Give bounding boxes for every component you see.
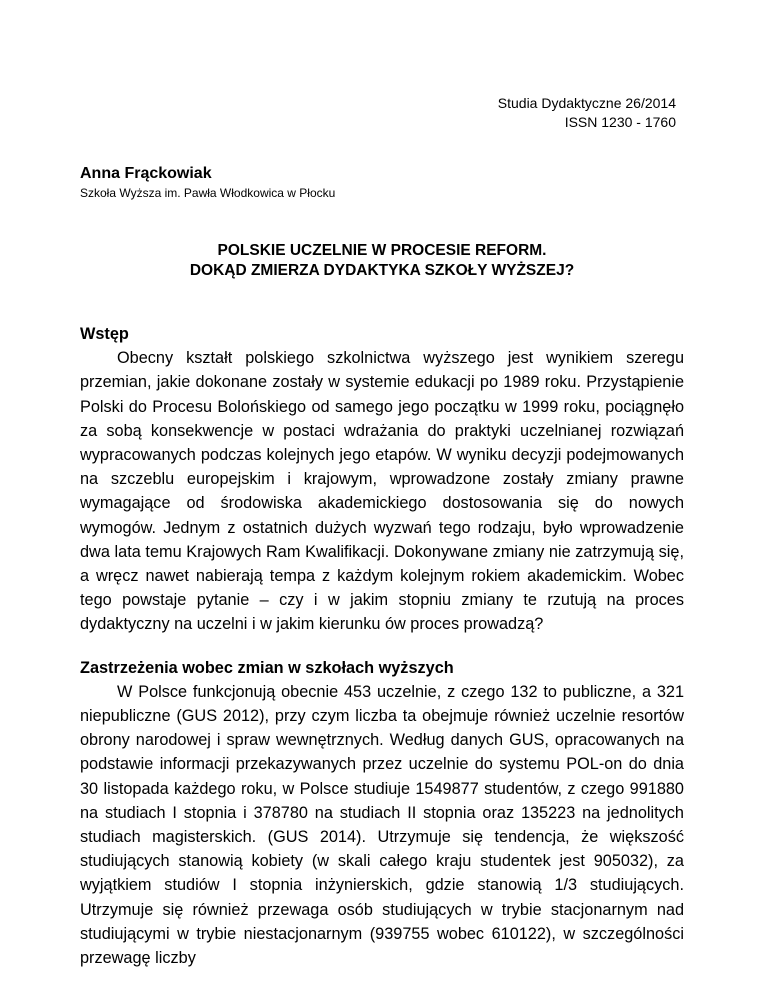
article-body [80,322,684,970]
journal-name: Studia Dydaktyczne 26/2014 [497,95,676,111]
paragraph-intro: Obecny kształt polskiego szkolnictwa wyższego jest wynikiem szeregu przemian, jakie dokonane zostały w systemie edukacji po 1989 roku. Przystąpienie Polski do Procesu Bolońskiego od samego jego początku w 1999 roku, pociągnęło za sobą konsekwencje w postaci wdrażania do praktyki uczelnianej rozwiązań wypracowanych podczas kolejnych jego etapów. W wyniku decyzji podejmowanych na szczeblu europejskim i krajowym, wprowadzone zostały zmiany prawne wymagające od środowiska akademickiego dostosowania się do nowych wymogów. Jednym z ostatnich dużych wyzwań tego rodzaju, było wprowadzenie dwa lata temu Krajowych Ram Kwalifikacji. Dokonywane zmiany nie zatrzymują się, a wręcz nawet nabierają tempa z każdym kolejnym rokiem akademickim. Wobec tego powstaje pytanie – czy i w jakim stopniu zmiany te rzutują na proces dydaktyczny na uczelni i w jakim kierunku ów proces prowadzą? [80,349,684,634]
section-heading-intro: Wstęp [80,325,129,343]
issn: ISSN 1230 - 1760 [564,114,676,130]
author-name: Anna Frąckowiak [80,165,212,182]
journal-info [498,94,676,132]
paragraph-reservations: W Polsce funkcjonują obecnie 453 uczelnie, z czego 132 to publiczne, a 321 niepubliczne (GUS 2012), przy czym liczba ta obejmuje również uczelnie resortów obrony narodowej i spraw wewnętrznych. Według danych GUS, opracowanych na podstawie informacji przekazywanych przez uczelnie do systemu POL-on do dnia 30 listopada każdego roku, w Polsce studiuje 1549877 studentów, z czego 991880 na studiach I stopnia i 378780 na studiach II stopnia oraz 135223 na jednolitych studiach magisterskich. (GUS 2014). Utrzymuje się tendencja, że większość studiujących stanowią kobiety (w skali całego kraju studentek jest 905032), za wyjątkiem studiów I stopnia inżynierskich, gdzie stanowią 1/3 studiujących. Utrzymuje się również przewaga osób studiujących w trybie stacjonarnym nad studiującymi w trybie niestacjonarnym (939755 wobec 610122), w szczególności przewagę liczby [80,682,684,968]
author-block [80,164,335,201]
section-heading-reservations: Zastrzeżenia wobec zmian w szkołach wyższych [80,658,454,677]
author-affiliation: Szkoła Wyższa im. Pawła Włodkowica w Płocku [80,186,336,200]
title-line-2: DOKĄD ZMIERZA DYDAKTYKA SZKOŁY WYŻSZEJ? [189,262,575,279]
title-line-1: POLSKIE UCZELNIE W PROCESIE REFORM. [217,242,547,259]
article-title [80,241,684,281]
